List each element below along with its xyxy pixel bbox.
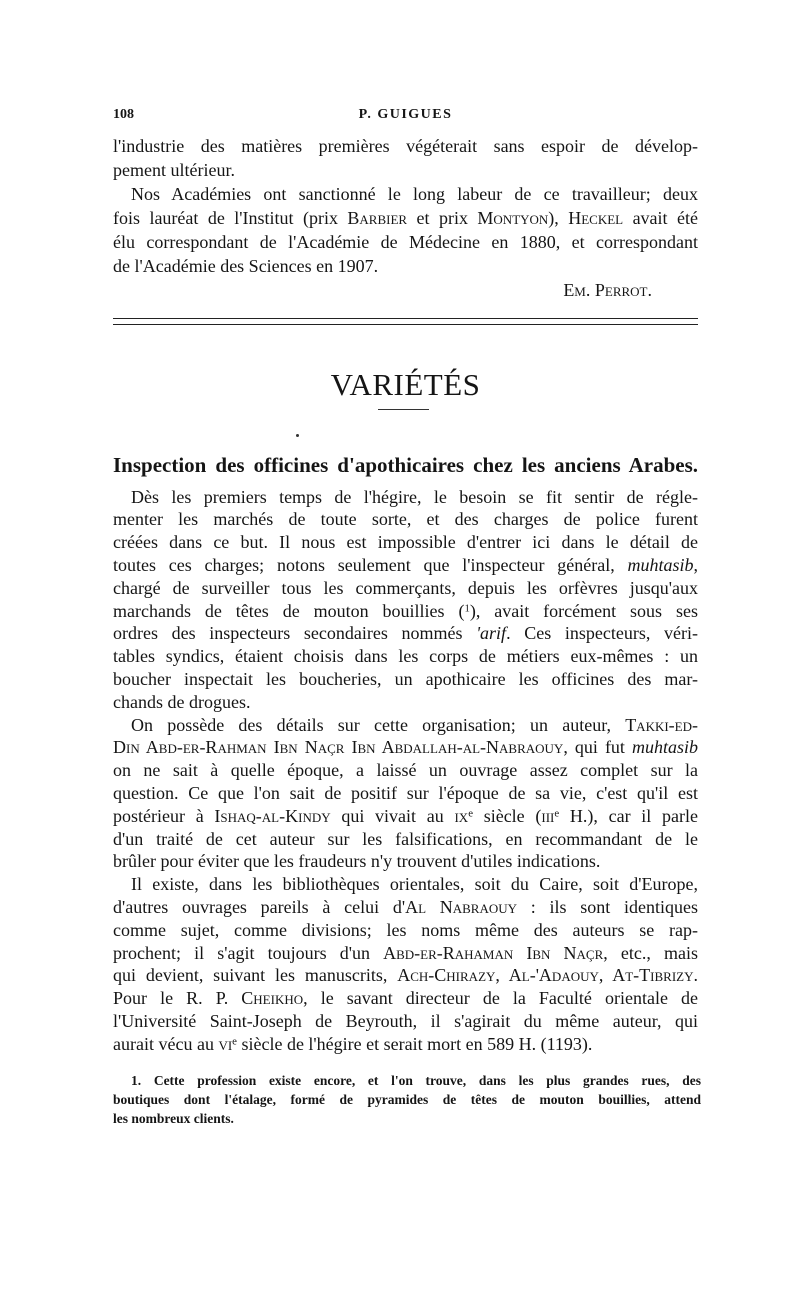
small-caps-name: Heckel bbox=[568, 208, 624, 228]
text-run: postérieur à bbox=[113, 805, 215, 826]
century-numeral: ix bbox=[454, 805, 469, 826]
text-line bbox=[113, 759, 698, 782]
text-line bbox=[113, 919, 698, 942]
text-line bbox=[113, 1033, 698, 1056]
small-caps-name: Montyon bbox=[477, 208, 549, 228]
text-run: toutes ces charges; notons seulement que l'inspecteur général, bbox=[113, 554, 628, 575]
text-run: siècle ( bbox=[472, 805, 542, 826]
small-caps-name: Ach-Chirazy, Al-'Adaouy, At-Tibrizy bbox=[397, 965, 694, 986]
footnote-line bbox=[113, 1090, 701, 1109]
text-run: l'industrie des matières premières végéterait sans espoir de dévelop- bbox=[113, 136, 698, 156]
text-run: H.), car il parle bbox=[559, 805, 698, 826]
text-line bbox=[113, 182, 698, 206]
text-run: d'un traité de cet auteur sur les falsifications, en recommandant de le bbox=[113, 828, 698, 849]
small-caps-name: Din Abd-er-Rahman Ibn Naçr Ibn Abdallah-al-Nabraouy bbox=[113, 737, 564, 758]
text-line bbox=[113, 736, 698, 759]
text-run: qui vivait au bbox=[330, 805, 455, 826]
text-run: Pour le R. P. bbox=[113, 988, 242, 1009]
text-run: chargé de surveiller tous les commerçants, depuis les orfèvres jusqu'aux bbox=[113, 577, 698, 598]
text-run: siècle de l'hégire et serait mort en 589 H. (1193). bbox=[236, 1033, 593, 1054]
text-line bbox=[113, 554, 698, 577]
century-numeral: vi bbox=[218, 1033, 233, 1054]
running-header bbox=[113, 106, 698, 124]
italic-term: muhtasib bbox=[627, 554, 694, 575]
double-rule-divider bbox=[113, 318, 698, 325]
page-number: 108 bbox=[113, 107, 134, 122]
text-run: marchands de têtes de mouton bouillies ( bbox=[113, 600, 465, 621]
text-line bbox=[113, 850, 698, 873]
small-caps-name: Abd-er-Rahaman Ibn Naçr bbox=[383, 942, 604, 963]
italic-term: muhtasib bbox=[632, 737, 699, 758]
text-run: ), bbox=[548, 208, 569, 228]
superscript: e bbox=[232, 1035, 237, 1048]
text-run: et prix bbox=[407, 208, 478, 228]
text-line bbox=[113, 206, 698, 230]
footnote bbox=[113, 1071, 701, 1128]
text-line bbox=[113, 577, 698, 600]
small-caps-name: Cheikho bbox=[241, 988, 304, 1009]
text-run: brûler pour éviter que les fraudeurs n'y trouvent d'utiles indications. bbox=[113, 851, 601, 872]
text-run: . Ces inspecteurs, véri- bbox=[506, 623, 698, 644]
footnote-marker: 1 bbox=[464, 602, 470, 615]
text-line bbox=[113, 896, 698, 919]
section-title: VARIÉTÉS bbox=[330, 367, 481, 402]
text-line bbox=[113, 134, 698, 158]
text-line bbox=[113, 254, 698, 278]
text-run: . bbox=[693, 965, 698, 986]
preceding-article-ending bbox=[113, 134, 698, 302]
text-line bbox=[113, 230, 698, 254]
author-signature: Em. Perrot. bbox=[563, 280, 652, 300]
small-caps-name: Takki-ed- bbox=[625, 714, 698, 735]
text-line bbox=[113, 1010, 698, 1033]
small-caps-name: Al Nabraouy bbox=[405, 896, 518, 917]
text-run: question. Ce que l'on sait de positif sur l'époque de sa vie, c'est qu'il est bbox=[113, 782, 698, 803]
text-run: les nombreux clients. bbox=[113, 1110, 234, 1126]
text-run: pement ultérieur. bbox=[113, 160, 235, 180]
text-run: avait été bbox=[623, 208, 698, 228]
text-line bbox=[113, 828, 698, 851]
century-numeral: iii bbox=[541, 805, 555, 826]
text-run: On possède des détails sur cette organisation; un auteur, bbox=[131, 714, 626, 735]
superscript: e bbox=[468, 807, 473, 820]
text-line bbox=[113, 622, 698, 645]
text-run: boucher inspectait les boucheries, un apothicaire les officines des mar- bbox=[113, 668, 698, 689]
text-run: chands de drogues. bbox=[113, 691, 251, 712]
text-line bbox=[113, 645, 698, 668]
text-line bbox=[113, 873, 698, 896]
text-line bbox=[113, 158, 698, 182]
text-run: comme sujet, comme divisions; les noms même des auteurs se rap- bbox=[113, 919, 698, 940]
text-run: prochent; il s'agit toujours d'un bbox=[113, 942, 384, 963]
text-line bbox=[113, 508, 698, 531]
text-run: ), avait forcément sous ses bbox=[469, 600, 698, 621]
text-line bbox=[113, 987, 698, 1010]
text-run: d'autres ouvrages pareils à celui d' bbox=[113, 896, 406, 917]
ink-dot bbox=[296, 434, 299, 437]
title-underline bbox=[378, 409, 429, 410]
text-line bbox=[113, 942, 698, 965]
text-line bbox=[113, 531, 698, 554]
text-run: Nos Académies ont sanctionné le long labeur de ce travailleur; deux bbox=[131, 184, 698, 204]
text-run: créées dans ce but. Il nous est impossible d'entrer ici dans le détail de bbox=[113, 532, 698, 553]
text-run: , qui fut bbox=[563, 737, 632, 758]
text-line bbox=[113, 964, 698, 987]
small-caps-name: Ishaq-al-Kindy bbox=[214, 805, 331, 826]
text-run: on ne sait à quelle époque, a laissé un ouvrage assez complet sur la bbox=[113, 760, 698, 781]
text-line bbox=[113, 805, 698, 828]
text-run: aurait vécu au bbox=[113, 1033, 219, 1054]
text-line bbox=[113, 714, 698, 737]
text-line bbox=[113, 486, 698, 509]
heading-line bbox=[113, 452, 698, 478]
text-run: tables syndics, étaient choisis dans les corps de métiers eux-mêmes : un bbox=[113, 646, 698, 667]
text-run: 1. Cette profession existe encore, et l'on trouve, dans les plus grandes rues, des bbox=[131, 1072, 701, 1088]
article-heading bbox=[113, 452, 698, 478]
text-run: qui devient, suivant les manuscrits, bbox=[113, 965, 398, 986]
text-run: boutiques dont l'étalage, formé de pyramides de têtes de mouton bouillies, attend bbox=[113, 1091, 701, 1107]
superscript: e bbox=[554, 807, 560, 820]
footnote-line bbox=[113, 1109, 701, 1128]
article-body bbox=[113, 486, 698, 1056]
text-run: Dès les premiers temps de l'hégire, le besoin se fit sentir de régle- bbox=[131, 486, 698, 507]
heading-text: Inspection des officines d'apothicaires chez les anciens Arabes. bbox=[113, 453, 698, 477]
italic-term: 'arif bbox=[476, 623, 507, 644]
text-run: Il existe, dans les bibliothèques orientales, soit du Caire, soit d'Europe, bbox=[131, 874, 698, 895]
text-run: : ils sont identiques bbox=[517, 896, 698, 917]
text-run: ordres des inspecteurs secondaires nommés bbox=[113, 623, 477, 644]
running-title: P. GUIGUES bbox=[358, 107, 453, 122]
text-line bbox=[113, 691, 698, 714]
text-line bbox=[113, 600, 698, 623]
text-run: de l'Académie des Sciences en 1907. bbox=[113, 256, 379, 276]
text-run: menter les marchés de toute sorte, et des charges de police furent bbox=[113, 509, 698, 530]
text-line bbox=[113, 782, 698, 805]
text-run: , bbox=[693, 554, 698, 575]
small-caps-name: Barbier bbox=[347, 208, 408, 228]
text-run: l'Université Saint-Joseph de Beyrouth, il s'agirait du même auteur, qui bbox=[113, 1010, 698, 1031]
text-run: élu correspondant de l'Académie de Médecine en 1880, et correspondant bbox=[113, 232, 698, 252]
text-run: fois lauréat de l'Institut (prix bbox=[113, 208, 348, 228]
text-run: , etc., mais bbox=[603, 942, 698, 963]
text-line bbox=[113, 668, 698, 691]
footnote-line bbox=[113, 1071, 701, 1090]
text-run: , le savant directeur de la Faculté orientale de bbox=[303, 988, 698, 1009]
